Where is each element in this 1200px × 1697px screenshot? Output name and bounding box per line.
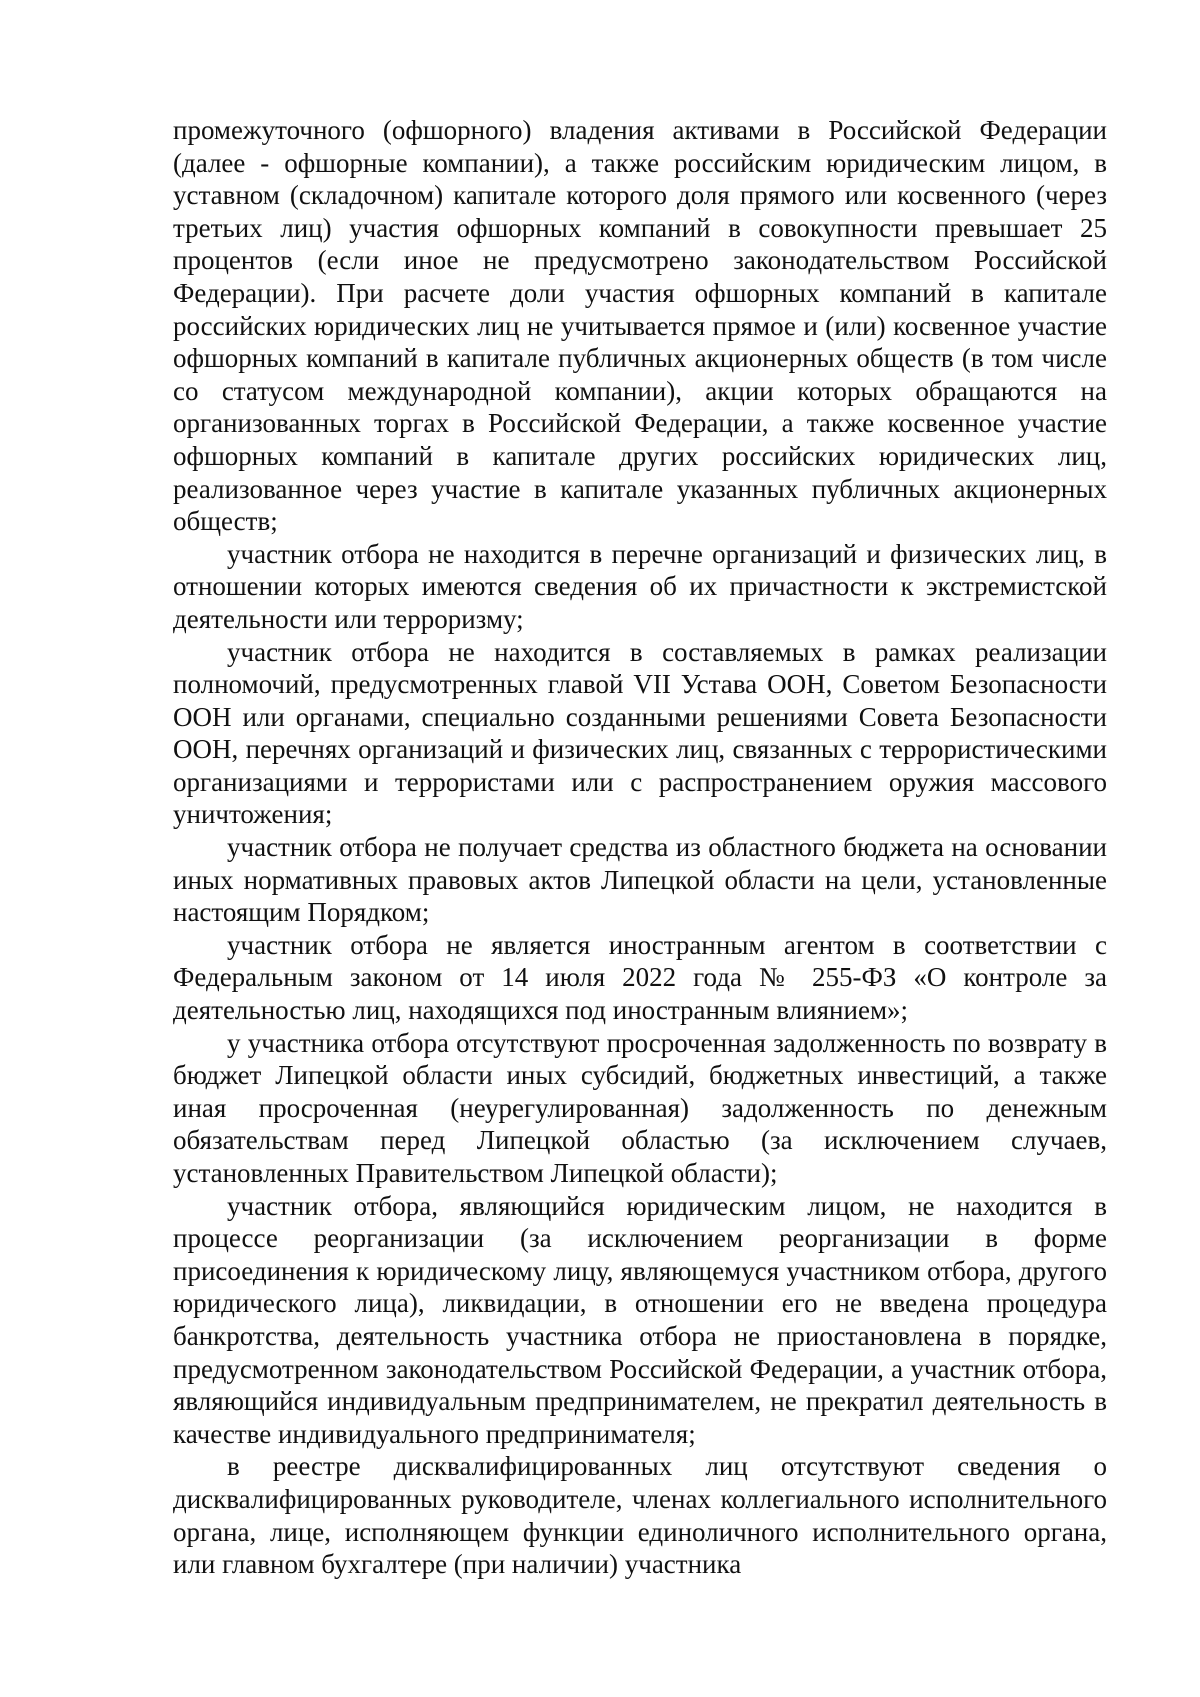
paragraph-disqualified-persons: в реестре дисквалифицированных лиц отсутствуют сведения о дисквалифицированных руководителе, членах коллегиального исполнительного органа, лице, исполняющем функции единоличного исполнительного органа, или главном бухгалтере (при наличии) участника xyxy=(173,1451,1107,1580)
paragraph-extremism-list: участник отбора не находится в перечне организаций и физических лиц, в отношении которых имеются сведения об их причастности к экстремистской деятельности или терроризму; xyxy=(173,538,1107,634)
paragraph-un-sanctions-list: участник отбора не находится в составляемых в рамках реализации полномочий, предусмотренных главой VII Устава ООН, Советом Безопасности ООН или органами, специально созданными решениями Совета Безопасности ООН, перечнях организаций и физических лиц, связанных с террористическими организациями и террористами или с распространением оружия массового уничтожения; xyxy=(173,636,1107,830)
paragraph-offshore-continuation: промежуточного (офшорного) владения активами в Российской Федерации (далее - офшорные компании), а также российским юридическим лицом, в уставном (складочном) капитале которого доля прямого или косвенного (через третьих лиц) участия офшорных компаний в совокупности превышает 25 процентов (если иное не предусмотрено законодательством Российской Федерации). При расчете доли участия офшорных компаний в капитале российских юридических лиц не учитывается прямое и (или) косвенное участие офшорных компаний в капитале публичных акционерных обществ (в том числе со статусом международной компании), акции которых обращаются на организованных торгах в Российской Федерации, а также косвенное участие офшорных компаний в капитале других российских юридических лиц, реализованное через участие в капитале указанных публичных акционерных обществ; xyxy=(173,115,1107,537)
paragraph-not-foreign-agent: участник отбора не является иностранным агентом в соответствии с Федеральным законом от 14 июля 2022 года № 255-ФЗ «О контроле за деятельностью лиц, находящихся под иностранным влиянием»; xyxy=(173,929,1107,1026)
paragraph-no-other-budget-funds: участник отбора не получает средства из областного бюджета на основании иных нормативных правовых актов Липецкой области на цели, установленные настоящим Порядком; xyxy=(173,832,1107,928)
paragraph-no-reorganization: участник отбора, являющийся юридическим лицом, не находится в процессе реорганизации (за исключением реорганизации в форме присоединения к юридическому лицу, являющемуся участником отбора, другого юридического лица), ликвидации, в отношении его не введена процедура банкротства, деятельность участника отбора не приостановлена в порядке, предусмотренном законодательством Российской Федерации, а участник отбора, являющийся индивидуальным предпринимателем, не прекратил деятельность в качестве индивидуального предпринимателя; xyxy=(173,1190,1107,1449)
paragraph-no-overdue-debt: у участника отбора отсутствуют просроченная задолженность по возврату в бюджет Липецкой области иных субсидий, бюджетных инвестиций, а также иная просроченная (неурегулированная) задолженность по денежным обязательствам перед Липецкой областью (за исключением случаев, установленных Правительством Липецкой области); xyxy=(173,1027,1107,1188)
document-body xyxy=(173,114,1107,1581)
